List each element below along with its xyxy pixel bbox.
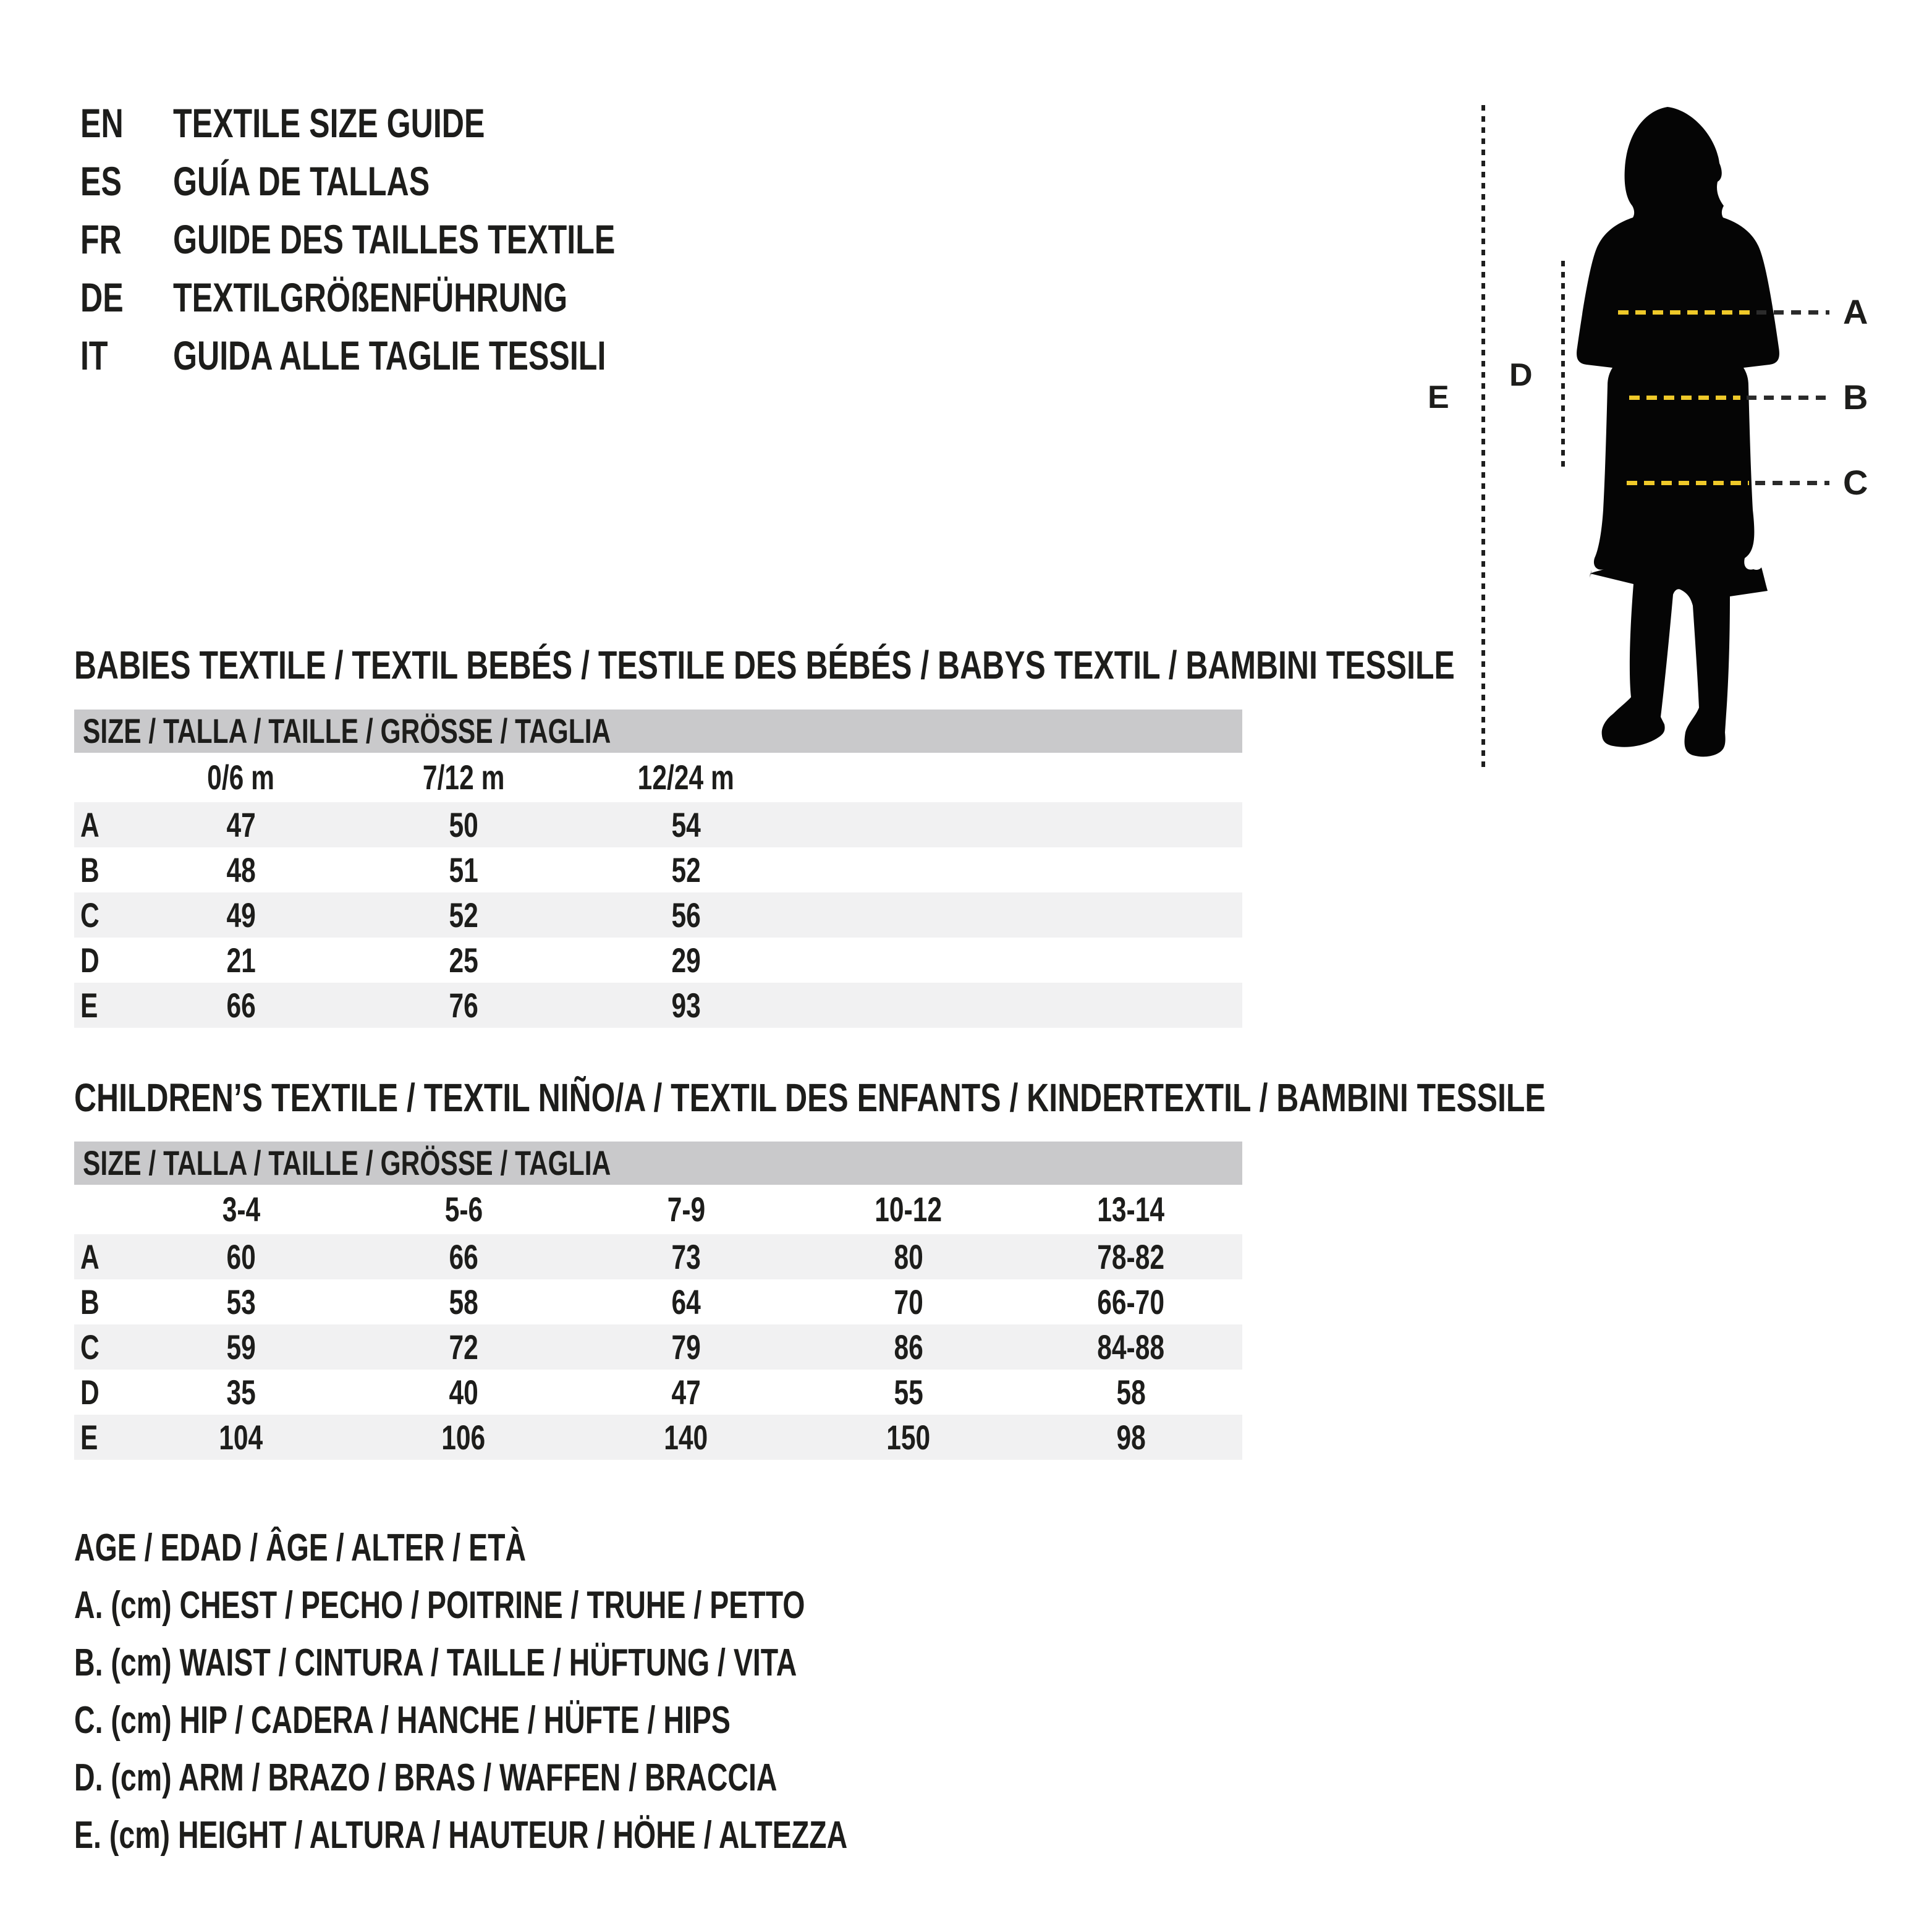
- column-header: 7/12 m: [422, 758, 505, 797]
- column-header: 12/24 m: [637, 758, 735, 797]
- table-row: C 59 72 79 86 84-88: [74, 1324, 1242, 1370]
- row-label: A: [80, 805, 100, 844]
- column-header: 0/6 m: [207, 758, 275, 797]
- legend-height: E. (cm) HEIGHT / ALTURA / HAUTEUR / HÖHE / ALTEZZA: [74, 1814, 848, 1857]
- column-header: 7-9: [667, 1190, 705, 1229]
- language-code: ES: [80, 158, 122, 204]
- waist-measure-dash-yellow: [1629, 396, 1740, 400]
- chest-measure-dash-yellow: [1618, 310, 1756, 315]
- language-title-list: [80, 94, 755, 384]
- label-a: A: [1843, 292, 1868, 331]
- guide-title-fr: GUIDE DES TAILLES TEXTILE: [173, 216, 616, 262]
- legend-arm: D. (cm) ARM / BRAZO / BRAS / WAFFEN / BRACCIA: [74, 1756, 777, 1799]
- language-code: IT: [80, 333, 108, 378]
- language-row-es: [80, 152, 755, 210]
- language-row-de: [80, 268, 755, 326]
- babies-size-table: [74, 710, 1242, 1028]
- column-header: 13-14: [1097, 1190, 1165, 1229]
- legend-hip: C. (cm) HIP / CADERA / HANCHE / HÜFTE / HIPS: [74, 1699, 731, 1742]
- row-label: A: [80, 1237, 100, 1276]
- guide-title-en: TEXTILE SIZE GUIDE: [173, 100, 485, 146]
- language-code: FR: [80, 216, 122, 262]
- label-b: B: [1843, 378, 1868, 417]
- language-row-fr: [80, 210, 755, 268]
- table-row: D 35 40 47 55 58: [74, 1370, 1242, 1415]
- arm-measure-dotted-line: [1561, 261, 1565, 472]
- table-row: D 21 25 29: [74, 938, 1242, 983]
- row-label: D: [80, 1373, 100, 1412]
- children-section-heading: CHILDREN’S TEXTILE / TEXTIL NIÑO/A / TEXTIL DES ENFANTS / KINDERTEXTIL / BAMBINI TESSILE: [74, 1075, 1546, 1120]
- legend-age: AGE / EDAD / ÂGE / ALTER / ETÀ: [74, 1527, 527, 1569]
- table-row: B 53 58 64 70 66-70: [74, 1279, 1242, 1324]
- babies-section-heading: BABIES TEXTILE / TEXTIL BEBÉS / TESTILE DES BÉBÉS / BABYS TEXTIL / BAMBINI TESSILE: [74, 643, 1455, 687]
- legend-chest: A. (cm) CHEST / PECHO / POITRINE / TRUHE / PETTO: [74, 1584, 805, 1627]
- babies-column-header-row: [74, 753, 1242, 802]
- row-label: E: [80, 1418, 98, 1457]
- table-row: E 66 76 93: [74, 983, 1242, 1028]
- table-row: E 104 106 140 150 98: [74, 1415, 1242, 1460]
- column-header: 3-4: [222, 1190, 260, 1229]
- guide-title-it: GUIDA ALLE TAGLIE TESSILI: [173, 333, 606, 378]
- chest-measure-dash-black: [1756, 310, 1829, 315]
- size-header-bar: SIZE / TALLA / TAILLE / GRÖSSE / TAGLIA: [74, 1142, 1242, 1185]
- table-row: C 49 52 56: [74, 892, 1242, 938]
- measurement-legend: [74, 1519, 1105, 1864]
- hip-measure-dash-black: [1755, 481, 1829, 485]
- row-label: B: [80, 850, 100, 889]
- row-label: D: [80, 941, 100, 980]
- column-header: 5-6: [444, 1190, 483, 1229]
- children-column-header-row: [74, 1185, 1242, 1234]
- table-row: A 47 50 54: [74, 802, 1242, 847]
- label-c: C: [1843, 463, 1868, 502]
- table-row: A 60 66 73 80 78-82: [74, 1234, 1242, 1279]
- language-row-en: [80, 94, 755, 152]
- language-code: EN: [80, 100, 124, 146]
- size-header-bar: SIZE / TALLA / TAILLE / GRÖSSE / TAGLIA: [74, 710, 1242, 753]
- hip-measure-dash-yellow: [1627, 481, 1749, 485]
- row-label: C: [80, 896, 100, 934]
- children-size-table: [74, 1142, 1242, 1460]
- waist-measure-dash-black: [1747, 396, 1829, 400]
- row-label: E: [80, 986, 98, 1025]
- language-code: DE: [80, 274, 124, 320]
- label-e: E: [1428, 379, 1449, 415]
- label-d: D: [1509, 357, 1533, 393]
- table-row: B 48 51 52: [74, 847, 1242, 892]
- column-header: 10-12: [875, 1190, 943, 1229]
- row-label: C: [80, 1328, 100, 1366]
- guide-title-de: TEXTILGRÖßENFÜHRUNG: [173, 274, 568, 320]
- legend-waist: B. (cm) WAIST / CINTURA / TAILLE / HÜFTUNG / VITA: [74, 1642, 797, 1684]
- row-label: B: [80, 1282, 100, 1321]
- guide-title-es: GUÍA DE TALLAS: [173, 158, 430, 204]
- language-row-it: [80, 326, 755, 384]
